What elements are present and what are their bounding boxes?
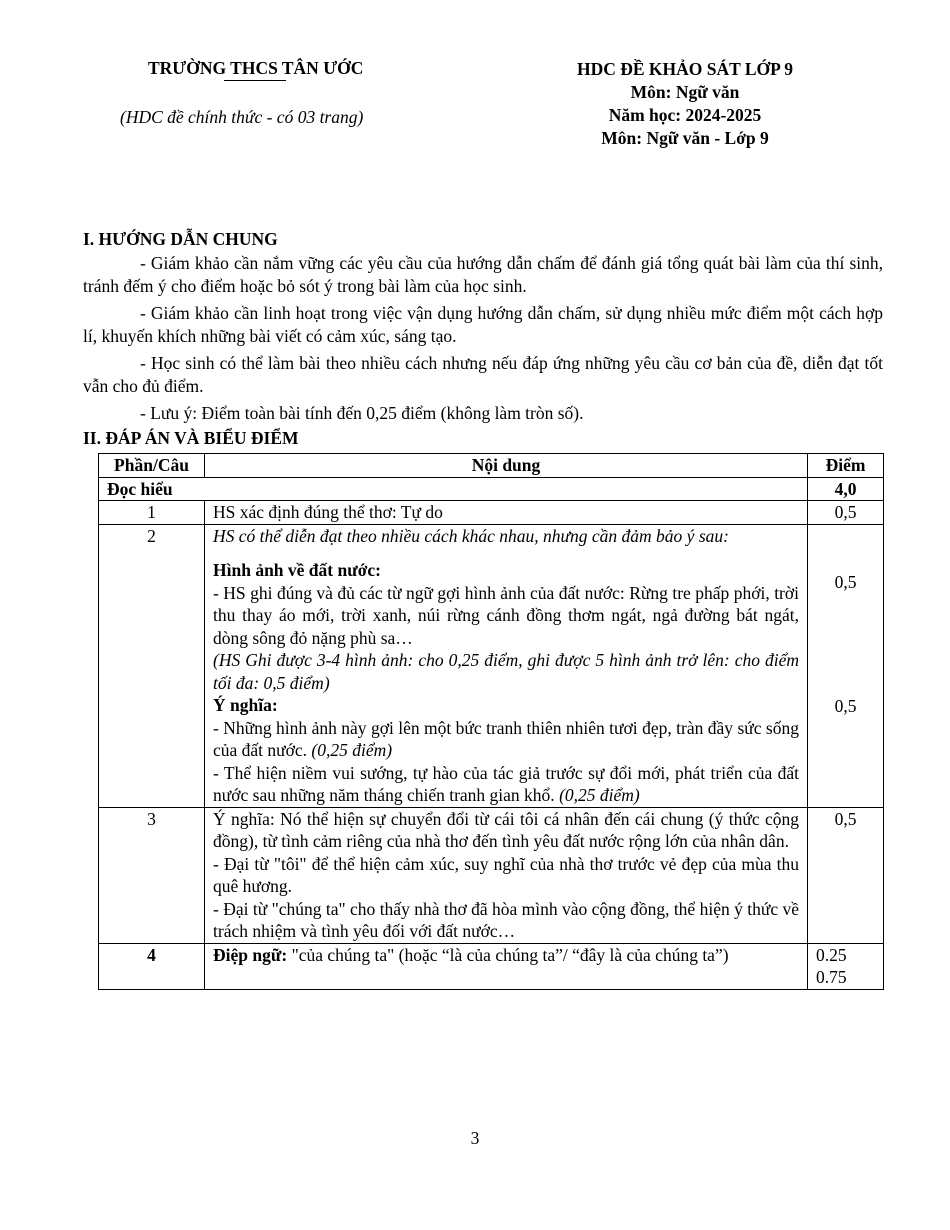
exam-subject: Môn: Ngữ văn [630, 82, 740, 102]
exam-subject-grade: Môn: Ngữ văn - Lớp 9 [601, 128, 769, 148]
table-row-q4 [99, 943, 884, 989]
q2-meaning-1: - Những hình ảnh này gợi lên một bức tranh thiên nhiên tươi đẹp, tràn đầy sức sống của đất nước. (0,25 điểm) [213, 717, 799, 760]
section2-title: II. ĐÁP ÁN VÀ BIỂU ĐIỂM [83, 428, 299, 448]
col-header-score: Điểm [808, 454, 884, 478]
col-header-part: Phần/Câu [99, 454, 205, 478]
table-row-reading [99, 477, 884, 501]
q3-text-1: Ý nghĩa: Nó thể hiện sự chuyển đổi từ cái tôi cá nhân đến cái chung (ý thức cộng đồng), từ tình cảm riêng của nhà thơ đến tình yêu đất nước rộng lớn của nhân dân. [213, 808, 799, 851]
q3-text-3: - Đại từ "chúng ta" cho thấy nhà thơ đã hòa mình vào cộng đồng, thể hiện ý thức về trách nhiệm và tình yêu đối với đất nước… [213, 898, 799, 941]
q1-number: 1 [99, 501, 205, 525]
q4-content: Điệp ngữ: "của chúng ta" (hoặc “là của chúng ta”/ “đây là của chúng ta”) [205, 943, 808, 989]
q2-score-2: 0,5 [834, 696, 857, 716]
exam-header [520, 58, 850, 150]
q1-content: HS xác định đúng thể thơ: Tự do [205, 501, 808, 525]
school-name-underline [224, 80, 286, 81]
q4-scores [808, 943, 884, 989]
q3-number: 3 [99, 807, 205, 943]
q2-scores [808, 524, 884, 807]
table-row-q2 [99, 524, 884, 807]
guideline-1: - Giám khảo cần nắm vững các yêu cầu của hướng dẫn chấm để đánh giá tổng quát bài làm của thí sinh, tránh đếm ý cho điểm hoặc bỏ sót ý trong bài làm của học sinh. [83, 253, 883, 296]
guideline-3: - Học sinh có thể làm bài theo nhiều cách nhưng nếu đáp ứng những yêu cầu cơ bản của đề, diễn đạt tốt vẫn cho đủ điểm. [83, 353, 883, 396]
school-name: TRƯỜNG THCS TÂN ƯỚC [148, 58, 364, 78]
q2-images-text: - HS ghi đúng và đủ các từ ngữ gợi hình ảnh của đất nước: Rừng tre phấp phới, trời thu thay áo mới, trời xanh, núi rừng cánh đồng thơm ngát, ngả đường bát ngát, dòng sông đỏ nặng phù sa… [213, 582, 799, 648]
answer-table [98, 453, 884, 990]
q2-heading-images: Hình ảnh về đất nước: [213, 560, 382, 580]
page-number: 3 [470, 1128, 480, 1148]
table-row-q3 [99, 807, 884, 943]
q1-score: 0,5 [808, 501, 884, 525]
q4-score-1: 0.25 [816, 944, 847, 965]
q3-score: 0,5 [808, 807, 884, 943]
q2-intro: HS có thể diễn đạt theo nhiều cách khác nhau, nhưng cần đảm bảo ý sau: [213, 525, 729, 546]
q4-score-2: 0.75 [816, 967, 847, 987]
col-header-content: Nội dung [205, 454, 808, 478]
table-row-q1 [99, 501, 884, 525]
q3-content [205, 807, 808, 943]
q3-text-2: - Đại từ "tôi" để thể hiện cảm xúc, suy nghĩ của nhà thơ trước vẻ đẹp của mùa thu quê hương. [213, 853, 799, 896]
q2-number: 2 [99, 524, 205, 807]
exam-year: Năm học: 2024-2025 [608, 105, 762, 125]
official-note: (HDC đề chính thức - có 03 trang) [120, 107, 364, 127]
reading-label: Đọc hiểu [99, 477, 808, 501]
guideline-2: - Giám khảo cần linh hoạt trong việc vận dụng hướng dẫn chấm, sử dụng nhiều mức điểm một cách hợp lí, khuyến khích những bài viết có cảm xúc, sáng tạo. [83, 303, 883, 346]
q2-content [205, 524, 808, 807]
q2-score-1: 0,5 [834, 571, 857, 592]
exam-title: HDC ĐỀ KHẢO SÁT LỚP 9 [576, 59, 794, 79]
q2-meaning-2: - Thể hiện niềm vui sướng, tự hào của tác giả trước sự đổi mới, phát triển của đất nước sau những năm tháng chiến tranh gian khổ. (0,25 điểm) [213, 762, 799, 805]
section1-title: I. HƯỚNG DẪN CHUNG [83, 229, 278, 249]
reading-score: 4,0 [808, 477, 884, 501]
q4-number: 4 [99, 943, 205, 989]
q2-heading-meaning: Ý nghĩa: [213, 695, 278, 715]
table-header-row [99, 454, 884, 478]
guideline-4: - Lưu ý: Điểm toàn bài tính đến 0,25 điểm (không làm tròn số). [140, 403, 584, 423]
q2-images-note: (HS Ghi được 3-4 hình ảnh: cho 0,25 điểm, ghi được 5 hình ảnh trở lên: cho điểm tối đa: 0,5 điểm) [213, 650, 799, 693]
